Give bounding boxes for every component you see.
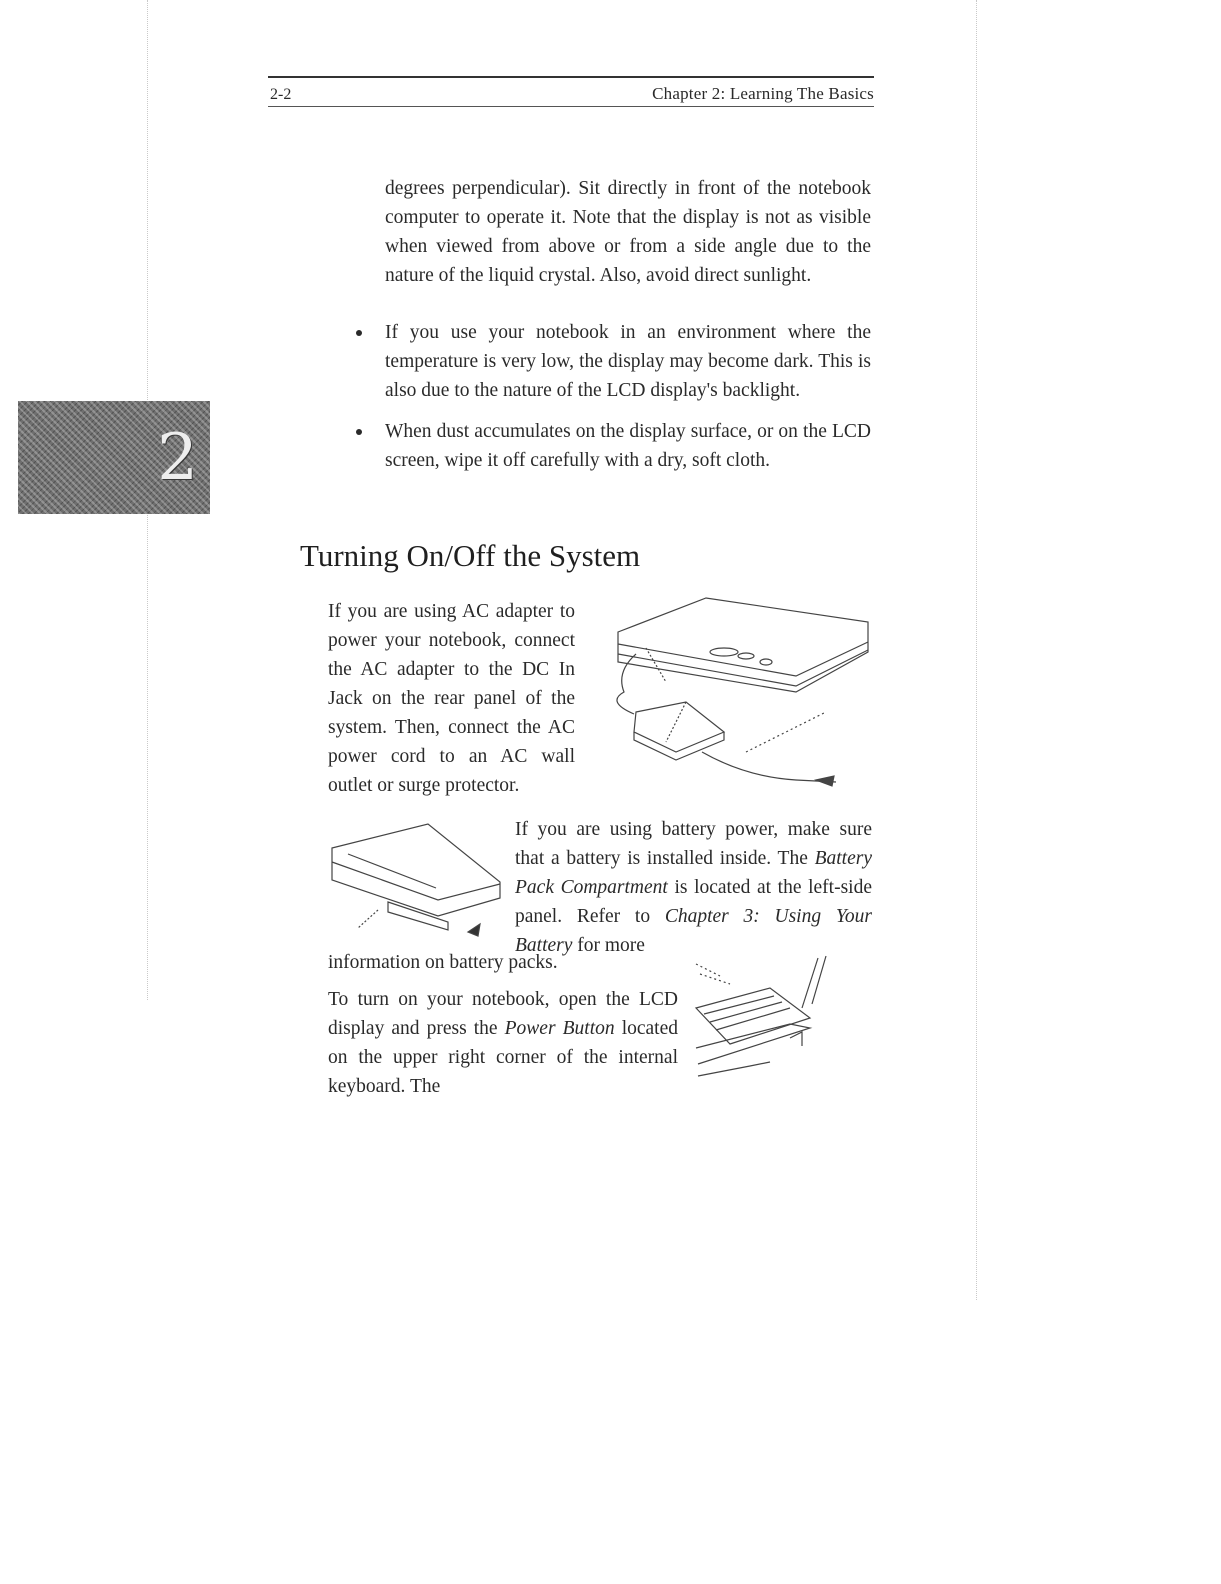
notebook-battery-illustration: [318, 818, 508, 946]
chapter-tab-number: 2: [157, 421, 198, 495]
power-paragraph: [328, 985, 678, 1101]
list-item: [356, 318, 871, 405]
ac-adapter-paragraph: If you are using AC adapter to power your notebook, connect the AC adapter to the DC In Jack on the rear panel of the system. Then, connect the AC power cord to an AC wall outlet or surge protector.: [328, 601, 575, 796]
bullet-icon: [356, 429, 362, 435]
header-rule-bottom: [268, 106, 874, 107]
notebook-power-button-illustration: [690, 948, 870, 1088]
battery-compartment-term: Battery Pack Compartment: [515, 848, 872, 898]
battery-text-2: is located at the left-side panel. Refer to: [515, 877, 872, 927]
bullet-list: [356, 318, 871, 487]
battery-paragraph: [515, 815, 872, 960]
intro-paragraph: degrees perpendicular). Sit directly in front of the notebook computer to operate it. Note that the display is not as visible when viewed from above or from a side angle due to the nature of the liquid crystal. Also, avoid direct sunlight.: [385, 178, 871, 286]
chapter-tab: [18, 401, 210, 514]
bullet-text: When dust accumulates on the display surface, or on the LCD screen, wipe it off carefully with a dry, soft cloth.: [385, 421, 871, 471]
power-text-1: To turn on your notebook, open the LCD display and press the: [328, 989, 678, 1039]
power-button-term: Power Button: [504, 1018, 615, 1039]
bullet-text: If you use your notebook in an environment where the temperature is very low, the display may become dark. This is also due to the nature of the LCD display's backlight.: [385, 322, 871, 401]
list-item: [356, 417, 871, 475]
bullet-icon: [356, 330, 362, 336]
battery-text-3: for more: [572, 935, 645, 956]
chapter-title: Chapter 2: Learning The Basics: [652, 84, 874, 103]
power-text-2: located on the upper right corner of the internal keyboard. The: [328, 1018, 678, 1097]
page-number: 2-2: [270, 86, 292, 103]
chapter-reference: Chapter 3: Using Your Battery: [515, 906, 872, 956]
header-rule-top: [268, 76, 874, 78]
battery-text-1: If you are using battery power, make sure that a battery is installed inside. The: [515, 819, 872, 869]
scan-edge-right: [976, 0, 977, 1300]
battery-paragraph-continuation: information on battery packs.: [328, 952, 558, 973]
section-heading: Turning On/Off the System: [300, 538, 641, 573]
notebook-ac-adapter-illustration: [606, 592, 874, 802]
